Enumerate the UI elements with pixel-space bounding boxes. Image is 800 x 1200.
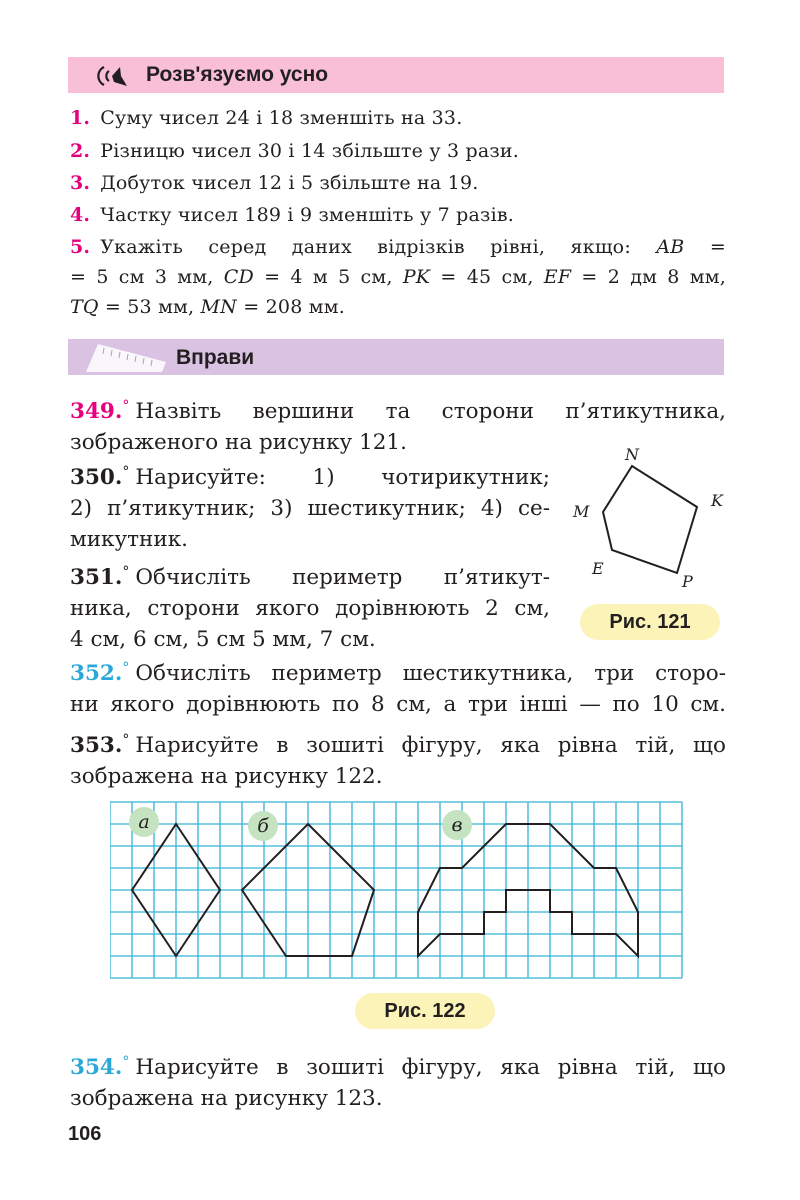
exercise-351 (70, 557, 550, 655)
exercise-352-line-2: ни якого дорівнюють по 8 см, а три інші — по 10 см. (70, 692, 726, 718)
vertex-label-k: K (711, 491, 723, 510)
svg-text:в: в (451, 814, 463, 836)
exercise-353 (70, 725, 726, 792)
figure-121-pentagon (565, 440, 735, 595)
exercise-354-line-2: зображена на рисунку 123. (70, 1086, 383, 1112)
figure-121-caption: Рис. 121 (580, 604, 720, 640)
svg-text:б: б (257, 815, 269, 837)
svg-text:а: а (138, 811, 150, 833)
shape-label-a (129, 807, 159, 837)
oral-item-5-line-2: = 5 см 3 мм, CD = 4 м 5 см, PK = 45 см, EF = 2 дм 8 мм, (70, 266, 726, 288)
vertex-label-m: M (573, 502, 590, 521)
exercise-351-line-2: ника, сторони якого дорівнюють 2 см, (70, 596, 550, 622)
shape-label-b (248, 811, 278, 841)
ruler-icon (84, 340, 168, 374)
vertex-label-p: P (682, 572, 693, 591)
exercise-352 (70, 653, 726, 720)
oral-section-title: Розв'язуємо усно (146, 63, 329, 86)
figure-122-caption: Рис. 122 (355, 993, 495, 1029)
exercise-354-line-1: 354.° Нарисуйте в зошиті фігуру, яка рівна тій, що (70, 1054, 726, 1081)
exercises-section-title: Вправи (176, 346, 255, 369)
exercise-353-line-2: зображена на рисунку 122. (70, 764, 383, 790)
oral-item-5-line-1: 5. Укажіть серед даних відрізків рівні, якщо: AB = (70, 236, 726, 258)
exercise-351-line-3: 4 см, 6 см, 5 см 5 мм, 7 см. (70, 627, 376, 653)
exercise-354 (70, 1047, 726, 1114)
oral-item-4: 4. Частку чисел 189 і 9 зменшіть у 7 разів. (70, 204, 514, 226)
exercise-350-line-2: 2) п’ятикутник; 3) шестикутник; 4) се- (70, 496, 550, 522)
exercise-350-line-1: 350.° Нарисуйте: 1) чотирикутник; (70, 464, 550, 491)
pentagon-shape (603, 466, 697, 573)
exercise-350-line-3: микутник. (70, 527, 188, 553)
oral-item-1: 1. Суму чисел 24 і 18 зменшіть на 33. (70, 107, 463, 129)
exercise-350 (70, 457, 550, 555)
oral-item-5-line-3: TQ = 53 мм, MN = 208 мм. (70, 296, 345, 318)
vertex-label-e: E (592, 559, 604, 578)
exercise-349-line-2: зображеного на рисунку 121. (70, 430, 407, 456)
exercise-349-line-1: 349.° Назвіть вершини та сторони п’ятикутника, (70, 398, 726, 425)
vertex-label-n: N (625, 445, 639, 464)
speaker-icon (90, 62, 130, 90)
exercise-353-line-1: 353.° Нарисуйте в зошиті фігуру, яка рівна тій, що (70, 732, 726, 759)
shape-label-c (442, 810, 472, 840)
exercise-352-line-1: 352.° Обчисліть периметр шестикутника, три сторо- (70, 660, 726, 687)
exercise-351-line-1: 351.° Обчисліть периметр п’ятикут- (70, 564, 550, 591)
oral-item-2: 2. Різницю чисел 30 і 14 збільште у 3 рази. (70, 140, 520, 162)
figure-122-grid (110, 798, 686, 982)
oral-item-3: 3. Добуток чисел 12 і 5 збільште на 19. (70, 172, 479, 194)
page-number: 106 (68, 1123, 102, 1145)
